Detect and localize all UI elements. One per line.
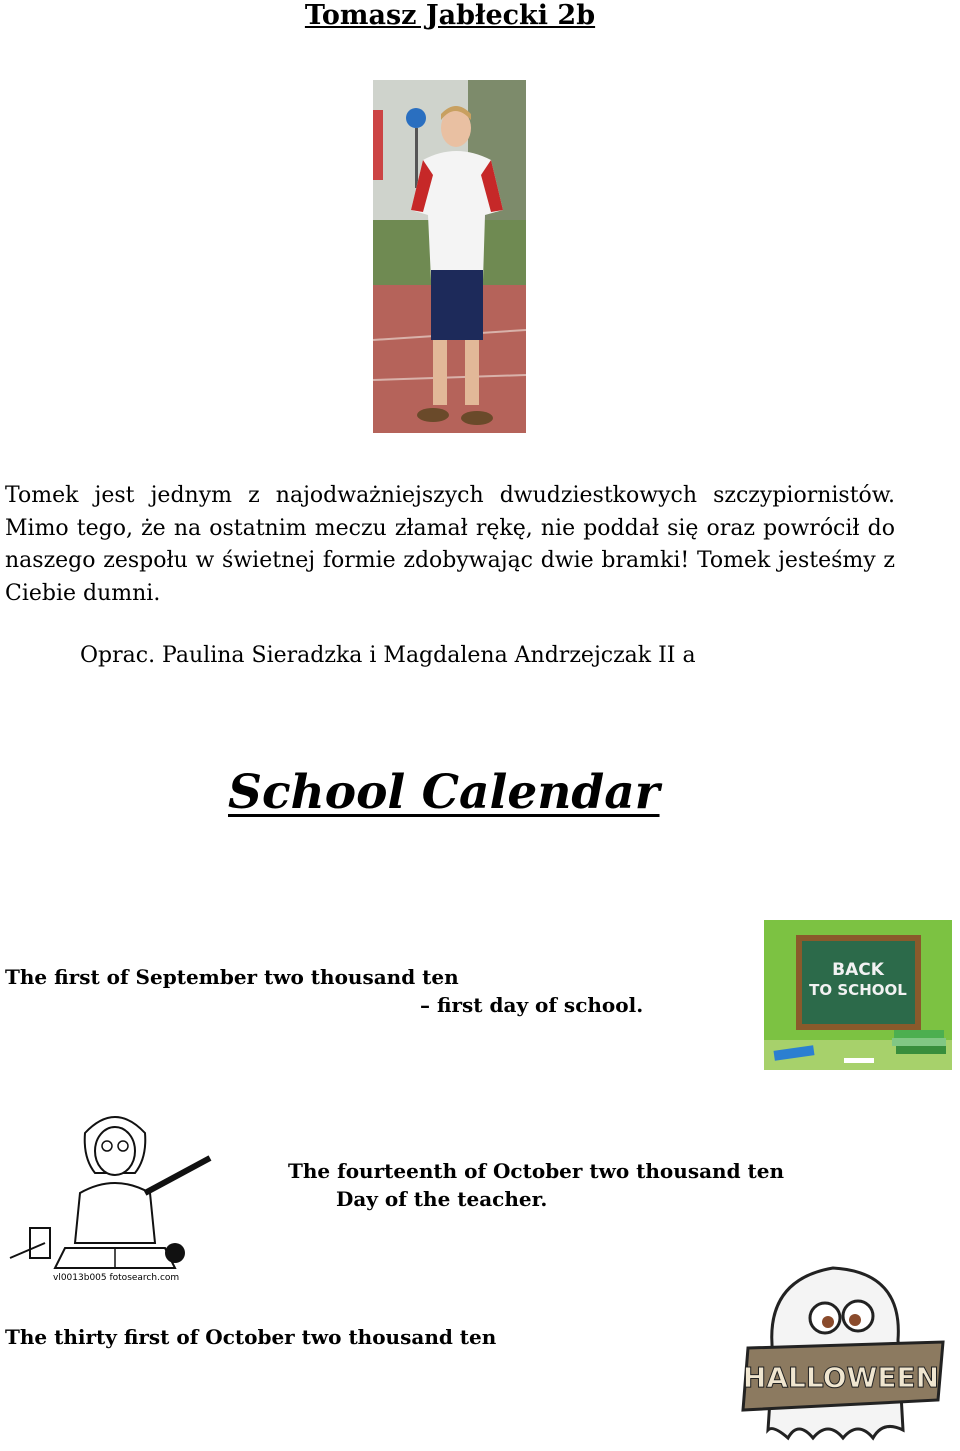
calendar-heading: School Calendar (228, 765, 660, 820)
event-date: The fourteenth of October two thousand ten (288, 1159, 785, 1183)
teacher-drawing-icon (5, 1103, 217, 1285)
halloween-sign-text: HALLOWEEN (742, 1361, 940, 1394)
event-date: The thirty first of October two thousand ten (5, 1325, 497, 1349)
boy-photo-icon (373, 80, 526, 433)
page-title: Tomasz Jabłecki 2b (304, 0, 596, 31)
back-text: BACK (832, 960, 884, 980)
event-date: The first of September two thousand ten (5, 965, 459, 989)
event-description: Day of the teacher. (336, 1187, 548, 1211)
article-body: Tomek jest jednym z najodważniejszych dwudziestkowych szczypiornistów. Mimo tego, że na ostatnim meczu złamał rękę, nie poddał się oraz powrócił do naszego zespołu w świetnej formie zdobywając dwie bramki! Tomek jesteśmy z Ciebie dumni. (5, 483, 895, 606)
ghost-icon (733, 1260, 948, 1445)
article-credit: Oprac. Paulina Sieradzka i Magdalena Andrzejczak II a (80, 643, 696, 668)
event-description: – first day of school. (420, 993, 644, 1017)
to-school-text: TO SCHOOL (809, 981, 907, 999)
image-caption: vl0013b005 fotosearch.com (53, 1273, 180, 1283)
chalkboard-icon (764, 920, 952, 1070)
